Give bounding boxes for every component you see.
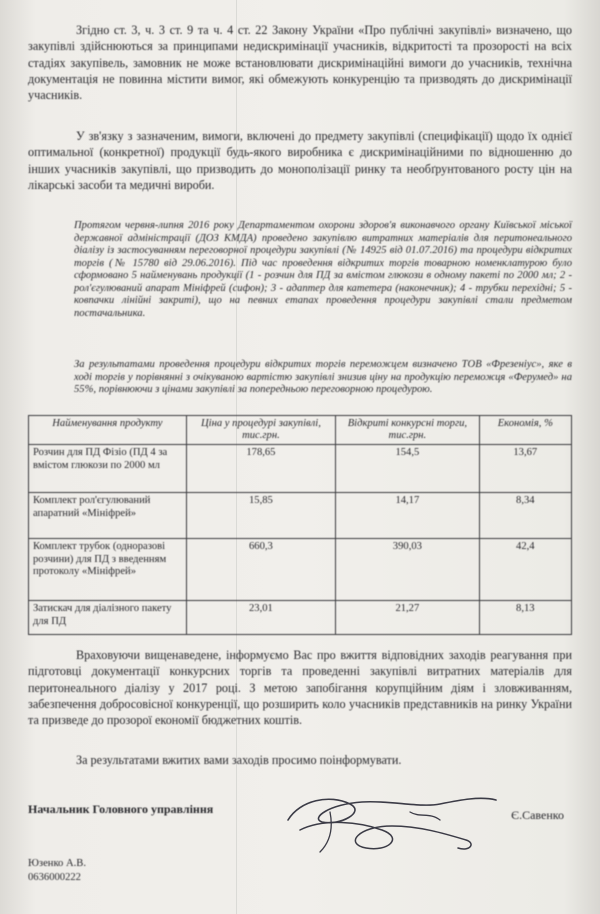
cell-negotiated-price: 660,3	[186, 539, 335, 601]
cell-open-tender-price: 390,03	[336, 539, 479, 601]
cell-savings: 8,34	[479, 493, 571, 539]
handwritten-signature	[270, 782, 510, 862]
header-savings: Економія, %	[479, 416, 571, 445]
table-row	[29, 445, 572, 493]
signatory-title: Начальник Головного управління	[28, 802, 214, 816]
table-row	[29, 601, 572, 635]
cell-open-tender-price: 14,17	[336, 493, 479, 539]
cell-savings: 13,67	[479, 445, 571, 493]
paragraph-law-reference: Згідно ст. 3, ч. 3 ст. 9 та ч. 4 ст. 22 Закону України «Про публічні закупівлі» визначено, що закупівлі здійснюються за принципами недискримінації учасників, відкритості та прозорості на всіх стадіях закупівель, замовник не може встановлювати дискримінаційні вимоги до учасників, технічна документація не повинна містити вимог, які обмежують конкуренцію та призводять до дискримінації учасників.	[28, 23, 572, 103]
header-product: Найменування продукту	[29, 416, 187, 445]
header-negotiated-price: Ціна у процедурі закупівлі, тис.грн.	[186, 416, 335, 445]
table-header-row	[29, 416, 572, 445]
executor-block	[28, 857, 86, 885]
paragraph-recommendation: Враховуючи вищенаведене, інформуємо Вас про вжиття відповідних заходів реагування при підготовці документації конкурсних торгів та проведенні закупівлі витратних матеріалів для перитонеального діалізу у 2017 році. З метою запобігання корупційним діям і зловживанням, забезпечення добросовісної конкуренції, що розширить коло учасників представників на ринку України та призведе до прозорої економії бюджетних коштів.	[28, 648, 572, 728]
table-row	[29, 539, 572, 601]
cell-negotiated-price: 23,01	[186, 601, 335, 635]
cell-savings: 42,4	[479, 539, 571, 601]
cell-negotiated-price: 15,85	[186, 493, 335, 539]
header-open-tender-price: Відкриті конкурсні торги, тис.грн.	[336, 416, 479, 445]
paragraph-discrimination: У зв'язку з зазначеним, вимоги, включені до предмету закупівлі (специфікації) щодо їх однієї оптимальної (конкретної) продукції будь-якого виробника є дискримінаційними по відношенню до інших учасників закупівлі, що призводить до монополізації ринку та необґрунтованого росту цін на лікарські засоби та медичні вироби.	[28, 129, 572, 192]
cell-product: Розчин для ПД Фізіо (ПД 4 за вмістом глюкози по 2000 мл	[29, 445, 187, 493]
paragraph-request: За результатами вжитих вами заходів просимо поінформувати.	[76, 753, 402, 767]
executor-name: Юзенко А.В.	[28, 858, 87, 869]
executor-phone: 0636000222	[28, 872, 81, 883]
cell-savings: 8,13	[479, 601, 571, 635]
cell-product: Комплект трубок (одноразові розчини) для ПД з введенням протоколу «Мініфрей»	[29, 539, 187, 601]
cell-product: Затискач для діалізного пакету для ПД	[29, 601, 187, 635]
signatory-name: Є.Савенко	[511, 808, 564, 822]
table-row	[29, 493, 572, 539]
paragraph-procurement-history: Протягом червня-липня 2016 року Департаментом охорони здоров'я виконавчого органу Київської міської державної адміністрації (ДОЗ КМДА) проведено закупівлю витратних матеріалів для перитонеального діалізу із застосуванням переговорної процедури закупівлі (№ 14925 від 01.07.2016) та процедури відкритих торгів (№ 15780 від 29.06.2016). Під час проведення відкритих торгів товарною номенклатурою було сформовано 5 найменувань продукції (1 - розчин для ПД за вмістом глюкози в одному пакеті по 2000 мл; 2 - рол'єгулюваний апарат Мініфрей (сифон); 3 - адаптер для катетера (наконечник); 4 - трубки перехідні; 5 - ковпачки лінійні закриті), що на певних етапах проведення процедури закупівлі стали предметом постачальника.	[74, 220, 572, 319]
cell-negotiated-price: 178,65	[186, 445, 335, 493]
cell-open-tender-price: 154,5	[336, 445, 479, 493]
cell-product: Комплект рол'єгулюваний апаратний «Мініфрей»	[29, 493, 187, 539]
paragraph-procurement-result: За результатами проведення процедури відкритих торгів переможцем визначено ТОВ «Фрезеніус», яке в ході торгів у порівнянні з очікуваною вартістю закупівлі знизив ціну на продукцію переможця «Ферумед» на 55%, порівнюючи з цінами закупівлі за попередньою переговорною процедурою.	[74, 359, 572, 395]
price-comparison-table	[28, 415, 572, 635]
cell-open-tender-price: 21,27	[336, 601, 479, 635]
